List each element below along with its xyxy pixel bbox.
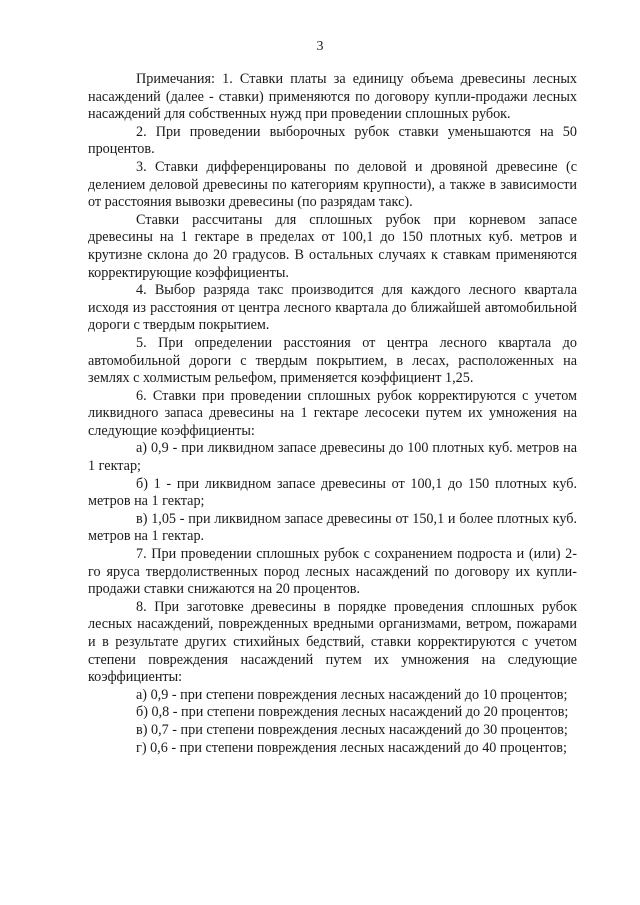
note-2-paragraph: 2. При проведении выборочных рубок ставки уменьшаются на 50 процентов. <box>88 123 577 158</box>
note-6a-item: а) 0,9 - при ликвидном запасе древесины до 100 плотных куб. метров на 1 гектар; <box>88 440 577 475</box>
note-5-paragraph: 5. При определении расстояния от центра лесного квартала до автомобильной дороги с твердым покрытием, в лесах, расположенных на землях с холмистым рельефом, применяется коэффициент 1,25. <box>88 334 577 387</box>
note-3-continuation-paragraph: Ставки рассчитаны для сплошных рубок при корневом запасе древесины на 1 гектаре в пределах от 100,1 до 150 плотных куб. метров и крутизне склона до 20 градусов. В остальных случаях к ставкам применяются корректирующие коэффициенты. <box>88 211 577 281</box>
note-6b-item: б) 1 - при ликвидном запасе древесины от 100,1 до 150 плотных куб. метров на 1 гектар; <box>88 475 577 510</box>
page-number: 3 <box>316 39 324 54</box>
note-7-paragraph: 7. При проведении сплошных рубок с сохранением подроста и (или) 2-го яруса твердолиственных пород лесных насаждений по договору их купли-продажи ставки снижаются на 20 процентов. <box>88 546 577 598</box>
note-8d-item: г) 0,6 - при степени повреждения лесных насаждений до 40 процентов; <box>136 739 567 756</box>
note-4-paragraph: 4. Выбор разряда такс производится для каждого лесного квартала исходя из расстояния от центра лесного квартала до ближайшей автомобильной дороги с твердым покрытием. <box>88 282 577 334</box>
note-8a-item: а) 0,9 - при степени повреждения лесных насаждений до 10 процентов; <box>136 686 568 703</box>
note-8-paragraph: 8. При заготовке древесины в порядке проведения сплошных рубок лесных насаждений, поврежденных вредными организмами, ветром, пожарами и в результате других стихийных бедствий, ставки корректируются с учетом степени повреждения насаждений путем их умножения на следующие коэффициенты: <box>88 598 577 686</box>
note-6c-item: в) 1,05 - при ликвидном запасе древесины от 150,1 и более плотных куб. метров на 1 гектар. <box>88 510 577 545</box>
note-1-paragraph: Примечания: 1. Ставки платы за единицу объема древесины лесных насаждений (далее - ставки) применяются по договору купли-продажи лесных насаждений для собственных нужд при проведении сплошных рубок. <box>88 71 577 123</box>
note-3-paragraph: 3. Ставки дифференцированы по деловой и дровяной древесине (с делением деловой древесины по категориям крупности), а также в зависимости от расстояния вывозки древесины (по разрядам такс). <box>88 158 577 211</box>
note-6-paragraph: 6. Ставки при проведении сплошных рубок корректируются с учетом ликвидного запаса древесины на 1 гектаре лесосеки путем их умножения на следующие коэффициенты: <box>88 387 577 439</box>
notes-body <box>88 71 577 757</box>
note-8b-item: б) 0,8 - при степени повреждения лесных насаждений до 20 процентов; <box>136 704 569 721</box>
note-8c-item: в) 0,7 - при степени повреждения лесных насаждений до 30 процентов; <box>136 721 568 738</box>
